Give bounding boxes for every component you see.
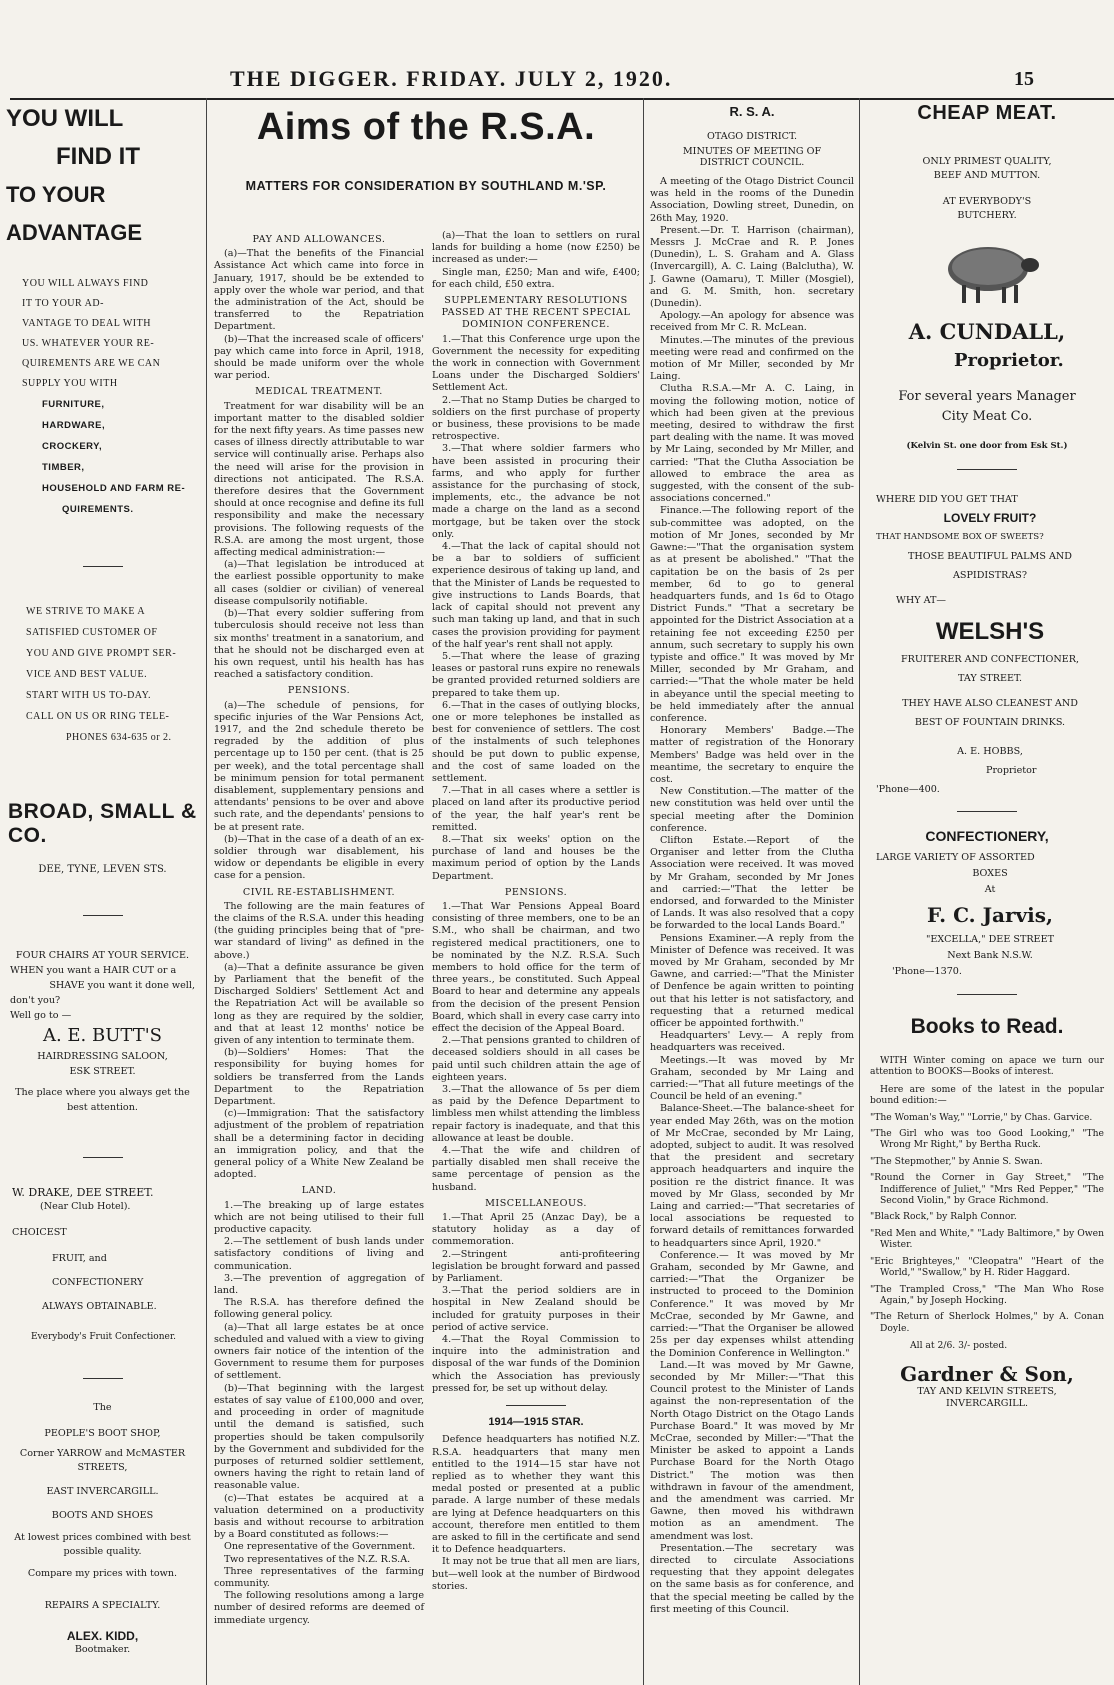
section-heading: MEDICAL TREATMENT. [255, 386, 383, 398]
cundall-name: A. CUNDALL, [908, 319, 1066, 344]
section-heading: MISCELLANEOUS. [485, 1197, 587, 1209]
cundall-address: (Kelvin St. one door from Esk St.) [906, 441, 1068, 451]
page-number: 15 [1014, 68, 1034, 90]
paragraph: (b)—That every soldier suffering from tuberculosis should receive not less than six months' treatment in a sanatorium, and that he should not be discharged even at his own request, until his health has has reached a satisfactory condition. [214, 608, 425, 681]
minutes-paragraph: Balance-Sheet.—The balance-sheet for year ended May 26th, was on the motion of Mr McCrae, seconded by Mr Laing, adopted, subject to audit. It was resolved that the president and secretary approach headquarters and inquire the position re the district finance. It was moved by Mr Glass, seconded by Mr Laing and carried:—"That secretaries of local associations be requested to forward details of remittances forwarded to headquarters since April, 1920." [650, 1103, 854, 1249]
column-3-minutes [646, 100, 858, 1680]
gardner-name: Gardner & Son, [900, 1361, 1074, 1386]
paragraph: Single man, £250; Man and wife, £400; for each child, £50 extra. [432, 266, 640, 290]
paragraph: (b)—Soldiers' Homes: That the responsibility for buying homes for soldiers be transferred from the Lands Department to the Repatriation Department. [214, 1047, 424, 1108]
paragraph: 2.—That pensions granted to children of deceased soldiers should in all cases be paid until such children attain the age of eighteen years. [432, 1035, 640, 1083]
article-right-text [432, 230, 640, 1593]
goods-list: FURNITURE, HARDWARE, CROCKERY, TIMBER, HOUSEHOLD AND FARM RE- QUIREMENTS. [42, 399, 186, 515]
welsh-advert: WHERE DID YOU GET THAT LOVELY FRUIT? THAT HANDSOME BOX OF SWEETS? THOSE BEAUTIFUL PALMS AND ASPIDISTRAS? WHY AT— WELSH'S FRUITERER AND CONFECTIONER, TAY STREET. THEY HAVE ALSO CLEANEST AND BEST OF FOUNTAIN DRINKS. A. E. HOBBS, Proprietor 'Phone—400. [876, 490, 1104, 799]
paragraph: (a)—That the loan to settlers on rural lands for building a home (now £250) be increased as under:— [432, 230, 640, 266]
minutes-paragraph: Land.—It was moved by Mr Gawne, seconded by Mr Miller:—"That this Council protest to the Minister of Lands against the non-representation of the North Otago District on the Otago Lands Purchase Board." It was moved by Mr McCrae, seconded by Miller:—"That the Minister be asked to appoint a Lands Purchase Board for the North Otago District." The motion was then withdrawn in favour of the amendment, and the amendment was carried. Mr Gawne, then moved his withdrawn motion as an amendment. The amendment was lost. [650, 1359, 854, 1542]
column-rule [206, 98, 207, 1685]
minutes-text [650, 176, 854, 1616]
firm-address: DEE, TYNE, LEVEN STS. [38, 864, 167, 875]
drake-advert: W. DRAKE, DEE STREET. (Near Club Hotel). CHOICEST FRUIT, and CONFECTIONERY ALWAYS OBTAINABLE. Everybody's Fruit Confectioner. [12, 1186, 177, 1342]
jarvis-head: CONFECTIONERY, [925, 828, 1049, 844]
column-rule [859, 98, 860, 1685]
paragraph: (b)—That beginning with the largest estates of say value of £100,000 and over, and proceeding in order of magnitude until the demand is satisfied, such properties should be taken compulsorily by the Government and subdivided for the purposes of returned soldier settlement, owners having the right to retain land of reasonable value. [214, 1382, 424, 1492]
butt-name: A. E. BUTT'S [42, 1025, 163, 1046]
paragraph: 4.—That the lack of capital should not be a bar to soldiers of sufficient experience desirous of taking up land, and that the Minister of Lands be requested to give instructions to Lands Boards, that lack of capital should not prevent any such man taking up land, and that in such cases the provision providing for payment of the half year's rent shall not apply. [432, 541, 640, 650]
sheep-illustration [932, 237, 1042, 309]
paragraph: 1.—The breaking up of large estates which are not being utilised to their full productive capacity. [214, 1199, 424, 1236]
kidd-name: ALEX. KIDD, [66, 1629, 139, 1643]
welsh-name: WELSH'S [935, 618, 1045, 645]
paragraph: (a)—The schedule of pensions, for specific injuries of the War Pensions Act, 1917, and the 2nd schedule thereto be regraded by the addition of plus percentage up to 150 per cent. (that is 25 per week), and the total percentage shall be minimum pension for total permanent disablement, supplementary pensions and attendants' pensions to be over and above such rate, and the dependants' pensions to be at present rate. [214, 699, 424, 833]
divider [83, 1378, 123, 1379]
column-4-ads [862, 100, 1112, 1680]
star-headline: 1914—1915 STAR. [488, 1416, 584, 1429]
rsa-head: R. S. A. [729, 104, 775, 119]
meat-head: CHEAP MEAT. [917, 102, 1057, 124]
divider [957, 469, 1017, 470]
cundall-role: Proprietor. [954, 350, 1064, 371]
meat-text: ONLY PRIMEST QUALITY, BEEF AND MUTTON. AT EVERYBODY'S BUTCHERY. [922, 156, 1052, 221]
article-subhead: MATTERS FOR CONSIDERATION BY SOUTHLAND M.'SP. [245, 179, 607, 193]
minutes-paragraph: Meetings.—It was moved by Mr Graham, seconded by Mr Laing and carried:—"That all future meetings of the Council be held of an evening." [650, 1054, 854, 1103]
paragraph: 4.—That the wife and children of partially disabled men shall receive the same percentage of pension as the husband. [432, 1145, 640, 1193]
divider [957, 811, 1017, 812]
kidd-advert: The PEOPLE'S BOOT SHOP, Corner YARROW and McMASTER STREETS, EAST INVERCARGILL. BOOTS AND SHOES At lowest prices combined with best possible quality. Compare my prices with town. REPAIRS A SPECIALTY. ALEX. KIDD, Bootmaker. [10, 1401, 195, 1657]
minutes-title: MINUTES OF MEETING OF DISTRICT COUNCIL. [682, 146, 822, 168]
minutes-paragraph: Honorary Members' Badge.—The matter of registration of the Honorary Members' Badge was held over in the meantime, the secretary to enquire the cost. [650, 725, 854, 785]
advantage-intro: YOU WILL ALWAYS FIND IT TO YOUR AD- VANTAGE TO DEAL WITH US. WHATEVER YOUR RE- QUIREMENTS ARE WE CAN SUPPLY YOU WITH [22, 278, 161, 389]
book-item: "Red Men and White," "Lady Baltimore," by Owen Wister. [870, 1227, 1104, 1251]
book-item: "Round the Corner in Gay Street," "The Indifference of Juliet," "Mrs Red Pepper," "The Second Violin," by Grace Richmond. [870, 1172, 1104, 1207]
paragraph: (a)—That a definite assurance be given by Parliament that the benefit of the Discharged Soldiers' Settlement Act and the Repatriation Act will be available so long as they are required by the soldier, and that at least 12 months' notice be given of any intention to terminate them. [214, 961, 424, 1046]
paragraph: 3.—The prevention of aggregation of land. [214, 1272, 424, 1297]
books-head: Books to Read. [910, 1015, 1064, 1038]
paragraph: 6.—That in the cases of outlying blocks, one or more telephones be installed as best for convenience of settlers. The cost of the instalments of such telephones should be put down to public expense, and the cost of same loaded on the settlement. [432, 699, 640, 784]
minutes-paragraph: Apology.—An apology for absence was received from Mr C. R. McLean. [650, 310, 854, 334]
paragraph: Three representatives of the farming community. [214, 1565, 424, 1589]
butt-advert: FOUR CHAIRS AT YOUR SERVICE. WHEN you want a HAIR CUT or a SHAVE you want it done well, don't you? Well go to — A. E. BUTT'S HAIRDRESSING SALOON, ESK STREET. The place where you always get the best attention. [10, 950, 195, 1113]
minutes-paragraph: Minutes.—The minutes of the previous meeting were read and confirmed on the motion of Mr Miller, seconded by Mr Laing. [650, 334, 854, 383]
paragraph: (c)—Immigration: That the satisfactory adjustment of the problem of repatriation shall be a determining factor in deciding an immigration policy, and that the general policy of a White New Zealand be adopted. [214, 1108, 424, 1181]
cundall-text: For several years Manager City Meat Co. [898, 389, 1076, 424]
column-rule [643, 98, 644, 1685]
paragraph: Two representatives of the N.Z. R.S.A. [224, 1553, 411, 1565]
minutes-paragraph: Presentation.—The secretary was directed to circulate Associations requesting that they appoint delegates on the same basis as for conference, and that the special meeting be called by the first meeting of this Council. [650, 1542, 854, 1615]
advantage-headline [6, 100, 205, 252]
paragraph: (a)—That all large estates be at once scheduled and valued with a view to giving owners fair notice of the intention of the Government to resume them for purposes of settlement. [214, 1321, 425, 1382]
paragraph: The following resolutions among a large number of desired reforms are deemed of immediate urgency. [214, 1590, 424, 1626]
paragraph: 2.—That no Stamp Duties be charged to soldiers on the first purchase of property or business, these provisions to be made retrospective. [432, 394, 640, 443]
jarvis-advert: LARGE VARIETY OF ASSORTED BOXES At F. C. Jarvis, "EXCELLA," DEE STREET Next Bank N.S.W. 'Phone—1370. [876, 850, 1104, 980]
minutes-paragraph: New Constitution.—The matter of the new constitution was held over until the special meeting after the Dominion conference. [650, 786, 854, 834]
paragraph: The following are the main features of the claims of the R.S.A. under this heading (the guiding principles being that of "pre-war standard of living" as defined in the above.) [214, 900, 424, 961]
minutes-paragraph: Headquarters' Levy.— A reply from headquarters was received. [650, 1030, 854, 1054]
headline-line: FIND IT [56, 143, 140, 170]
headline-line: YOU WILL [6, 105, 124, 132]
paragraph: (a)—That the benefits of the Financial Assistance Act which came into force in January, 1917, should be be extended to apply over the whole war period, and that the administration of the Act, should be transferred to the Repatriation Department. [214, 248, 424, 333]
paragraph: Treatment for war disability will be an important matter to the disabled soldier for the next fifty years. As time passes new cases of illness directly attributable to war service will continually arise. Perhaps also the need will arise for the provision in directions not anticipated. The R.S.A. therefore desires that the Government should at once recognise and define its full responsibility and make the necessary provisions. The following requests of the R.S.A. are among the most urgent, those affecting medical administration:— [214, 400, 424, 559]
section-heading: SUPPLEMENTARY RESOLUTIONS PASSED AT THE RECENT SPECIAL DOMINION CONFERENCE. [441, 295, 631, 331]
paragraph: 3.—That the period soldiers are in hospital in New Zealand should be included for gratuity purposes in their period of active service. [432, 1285, 640, 1333]
book-item: "The Stepmother," by Annie S. Swan. [870, 1155, 1043, 1167]
column-2-article [210, 100, 642, 1680]
book-item: "Eric Brighteyes," "Cleopatra" "Heart of the World," "Swallow," by H. Rider Haggard. [870, 1255, 1104, 1279]
firm-name: BROAD, SMALL & CO. [8, 800, 197, 847]
paragraph: 1.—That April 25 (Anzac Day), be a statutory holiday as a day of commemoration. [432, 1212, 640, 1248]
paragraph: 3.—That where soldier farmers who have been assisted in procuring their farms, and who apply for further assistance for the purchasing of stock, implements, etc., the advance be not made a charge on the land as a second mortgage, but be taken over the stock only. [432, 443, 640, 540]
minutes-paragraph: Pensions Examiner.—A reply from the Minister of Defence was received. It was moved by Mr Graham, seconded by Mr Gawne, and carried:—"That the Minister of Denfence be again written to pointing out that his letter is not satisfactory, and requesting that a returned medical officer be appointed forthwith." [650, 932, 854, 1030]
section-heading: CIVIL RE-ESTABLISHMENT. [242, 886, 396, 898]
divider [83, 915, 123, 916]
column-1-ads [0, 100, 205, 1680]
strive-text: WE STRIVE TO MAKE A SATISFIED CUSTOMER OF YOU AND GIVE PROMPT SER- VICE AND BEST VALUE. START WITH US TO-DAY. CALL ON US OR RING TELE- PHONES 634-635 or 2. [26, 606, 177, 743]
minutes-paragraph: Present.—Dr. T. Harrison (chairman), Messrs J. McCrae and R. P. Jones (Dunedin), L. S. Graham and A. Glass (Invercargill), A. C. Laing (Balclutha), W. J. Gawne (Oamaru), T. Miller (Mosgiel), and G. M. Smith, hon. secretary (Dunedin). [650, 224, 854, 310]
book-item: "The Girl who was too Good Looking," "The Wrong Mr Right," by Bertha Ruck. [870, 1128, 1104, 1151]
paragraph: 8.—That six weeks' option on the purchase of land and houses be the maximum period of option by the Lands Department. [432, 833, 640, 882]
book-item: "The Woman's Way," "Lorrie," by Chas. Garvice. [870, 1111, 1093, 1123]
paragraph: 7.—That in all cases where a settler is placed on land after its productive period of the year, the half year's rent be remitted. [432, 785, 640, 833]
section-heading: PENSIONS. [504, 886, 568, 898]
district-head: OTAGO DISTRICT. [706, 131, 798, 142]
book-item: "The Trampled Cross," "The Man Who Rose Again," by Joseph Hocking. [870, 1283, 1104, 1306]
minutes-paragraph: Clutha R.S.A.—Mr A. C. Laing, in moving the following motion, notice of which had been given at the previous meeting, desired to withdraw the first part dealing with the name. It was moved by Mr Laing, seconded by Mr Miller, and carried: "That the Clutha Association be allowed to embrace the area as suggested, with the consent of the sub-associations concerned." [650, 383, 854, 505]
masthead-title: THE DIGGER. FRIDAY. JULY 2, 1920. [230, 66, 673, 91]
section-heading: PENSIONS. [287, 685, 351, 697]
paragraph: (a)—That legislation be introduced at the earliest possible opportunity to make all cases (soldier or civilian) of venereal disease compulsorily notifiable. [214, 559, 424, 607]
section-heading: PAY AND ALLOWANCES. [252, 234, 386, 245]
paragraph: 2.—Stringent anti-profiteering legislation be brought forward and passed by Parliament. [432, 1248, 640, 1285]
article-headline: Aims of the R.S.A. [256, 106, 596, 148]
paragraph: (c)—That estates be acquired at a valuation determined on a productivity basis and without recourse to arbitration by a Board constituted as follows:— [214, 1492, 424, 1541]
jarvis-name: F. C. Jarvis, [926, 903, 1053, 927]
paragraph: (b)—That the increased scale of officers' pay which came into force in April, 1918, should be made uniform over the whole war period. [214, 333, 424, 382]
paragraph: Defence headquarters has notified N.Z. R.S.A. headquarters that many men entitled to the 1914—15 star have not replied as to whether they want this medal posted or presented at a public parade. A large number of these medals are lying at Defence headquarters on this account, therefore men entitled to them are asked to fill in the certificate and send it to Defence headquarters. [432, 1434, 640, 1556]
paragraph: 5.—That where the lease of grazing leases or pastoral runs expire no renewals be granted provided returned soldiers are prepared to take them up. [432, 650, 640, 699]
paragraph: One representative of the Government. [224, 1541, 416, 1553]
books-advert: WITH Winter coming on apace we turn our attention to BOOKS—Books of interest. Here are some of the latest in the popular bound edition:— "The Woman's Way," "Lorrie," by Chas. Garvice. "The Girl who was too Good Looking," "The Wrong Mr Right," by Bertha Ruck. "The Stepmother," by Annie S. Swan. "Round the Corner in Gay Street," "The Indifference of Juliet," "Mrs Red Pepper," "The Second Violin," by Grace Richmond. "Black Rock," by Ralph Connor. "Red Men and White," "Lady Baltimore," by Owen Wister. "Eric Brighteyes," "Cleopatra" "Heart of the World," "Swallow," by H. Rider Haggard. "The Trampled Cross," "The Man Who Rose Again," by Joseph Hocking. "The Return of Sherlock Holmes," by A. Conan Doyle. All at 2/6. 3/- posted. [870, 1055, 1104, 1352]
minutes-paragraph: Finance.—The following report of the sub-committee was adopted, on the motion of Mr Jones, seconded by Mr Gawne:—"That the organisation system as at present be abolished." "That the capitation be on the basis of 2s per member, 6d to go to general headquarters funds, and 1s 6d to Otago District Funds." "That a secretary be appointed for the District Association at a retaining fee not exceeding £250 per annum, such secretary to supply his own typiste and office." It was moved by Mr Miller, seconded by Mr Graham, and carried:—"That the whole mater be held in abeyance until the special meeting to be held immediately after the annual conference. [650, 505, 854, 724]
paragraph: 1.—That this Conference urge upon the Government the necessity for expediting the work in connection with Government Loans under the Discharged Soldiers' Settlement Act. [432, 333, 640, 394]
paragraph: 1.—That War Pensions Appeal Board consisting of three members, one to be an S.M., who shall be chairman, and two registered medical practitioners, one to be nominated by the N.Z. R.S.A. Such members to hold office for the term of three years., be constituted. Such Appeal Board to hear and determine any appeals from the decision of the present Pension Board, which shall in every case carry into effect the decision of the Appeal Board. [432, 900, 640, 1034]
minutes-paragraph: Conference.— It was moved by Mr Graham, seconded by Mr Gawne, and carried:—"That the Organizer be instructed to proceed to the Dominion Conference." It was moved by Mr McCrae, seconded by Mr Gawne, and carried:—"That the Organiser be allowed 25s per day expenses whilst attending the Dominion Conference in Wellington." [650, 1249, 854, 1359]
divider [957, 994, 1017, 995]
book-item: "Black Rock," by Ralph Connor. [870, 1211, 1017, 1223]
paragraph: (b)—That in the case of a death of an ex-soldier through war disablement, his widow or dependants be eligible in every case for a pension. [214, 833, 424, 882]
masthead [10, 62, 1114, 100]
paragraph: It may not be true that all men are liars, but—well look at the number of Birdwood stories. [432, 1556, 640, 1592]
gardner-address: TAY AND KELVIN STREETS, INVERCARGILL. [917, 1385, 1057, 1409]
minutes-paragraph: A meeting of the Otago District Council was held in the rooms of the Dunedin Association, Dowling street, Dunedin, on 26th May, 1920. [650, 176, 854, 224]
paragraph: 3.—That the allowance of 5s per diem as paid by the Defence Department to limbless men whilst attending the limbless repair factory is inadequate, and that this allowance at least be double. [432, 1084, 640, 1144]
headline-line: TO YOUR ADVANTAGE [6, 182, 143, 245]
paragraph: The R.S.A. has therefore defined the following general policy. [214, 1297, 424, 1321]
paragraph: 4.—That the Royal Commission to inquire into the administration and disposal of the war funds of the Dominion which the Association has previously pressed for, be set up without delay. [432, 1334, 640, 1394]
section-heading: LAND. [301, 1185, 337, 1197]
minutes-paragraph: Clifton Estate.—Report of the Organiser and letter from the Clutha Association were received. It was moved by Mr Graham, seconded by Mr Jones and carried:—"That the letter be endorsed, and forwarded to the Minister of Lands. It was also resolved that a copy be forwarded to the local Lands Board." [650, 834, 854, 932]
divider [83, 566, 123, 567]
article-left-text [214, 230, 424, 1627]
book-item: "The Return of Sherlock Holmes," by A. Conan Doyle. [870, 1311, 1104, 1334]
divider [83, 1157, 123, 1158]
paragraph: 2.—The settlement of bush lands under satisfactory conditions of living and communication. [214, 1236, 424, 1272]
